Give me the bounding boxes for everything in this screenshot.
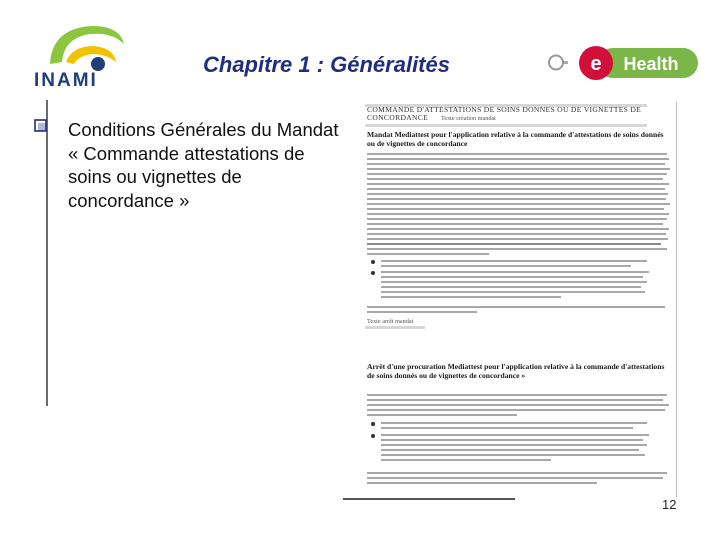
page-number: 12 xyxy=(662,497,677,512)
checkbox-bullet-icon xyxy=(34,118,48,134)
doc-rule xyxy=(365,326,425,329)
bullet-text: Conditions Générales du Mandat « Commande attestations de soins ou vignettes de concordance » xyxy=(68,119,339,211)
left-rule xyxy=(46,100,48,406)
slide-title: Chapitre 1 : Généralités xyxy=(203,52,450,77)
ehealth-letter: e xyxy=(590,53,602,75)
document-edge xyxy=(676,102,677,497)
doc-section2-tag: Texte arrêt mandat xyxy=(367,318,414,325)
doc-title-line1: COMMANDE D'ATTESTATIONS DE SOINS DONNES OU DE VIGNETTES DE xyxy=(367,105,642,114)
doc-title-tag: Texte création mandat xyxy=(441,115,496,122)
doc-title-line2: CONCORDANCE xyxy=(367,113,429,122)
ehealth-word: Health xyxy=(623,54,679,74)
doc-section1-heading: Mandat Mediattest pour l'application relative à la commande d'attestations de soins donnés ou de vignettes de concordance xyxy=(367,130,664,148)
footer-line xyxy=(343,498,515,500)
doc-rule xyxy=(365,124,647,127)
doc-section2-heading: Arrêt d'une procuration Mediattest pour l'application relative à la commande d'attestations de soins donnés ou de vignettes de concordance » xyxy=(367,362,665,380)
document-scan xyxy=(341,100,679,498)
inami-logo-text: INAMI xyxy=(34,70,98,91)
ehealth-logo-icon xyxy=(548,46,698,80)
